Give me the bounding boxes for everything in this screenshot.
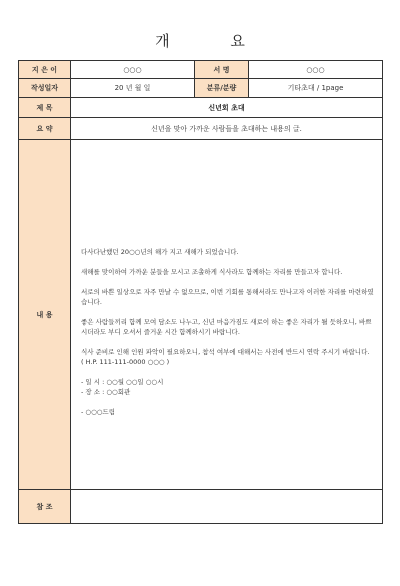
name-label: 서 명 (195, 61, 249, 79)
body-paragraph-5: 식사 준비로 인해 인원 파악이 필요하오니, 참석 여부에 대해서는 사전에 반드시 연락 주시기 바랍니다. (81, 348, 370, 356)
body-sign: - ○○○드림 (81, 408, 115, 416)
category-value[interactable]: 기타초대 / 1page (249, 79, 383, 98)
date-value[interactable]: 20 년 월 일 (71, 79, 195, 98)
summary-label: 요 약 (19, 118, 71, 140)
body-paragraph-4: 좋은 사람들끼리 함께 모여 담소도 나누고, 신년 마음가짐도 새로이 하는 좋은 자리가 될 듯하오니, 바쁘시더라도 부디 오셔서 즐거운 시간 함께하시기 바랍니다. (81, 318, 372, 336)
row-summary (19, 118, 383, 140)
body-when: - 일 시 : ○○월 ○○일 ○○시 (81, 378, 164, 386)
overview-form (18, 60, 383, 524)
row-reference (19, 490, 383, 524)
reference-value[interactable] (71, 490, 383, 524)
body-paragraph-3: 서로의 바쁜 일상으로 자주 만날 수 없으므로, 이번 기회를 통해서라도 만나고자 이러한 자리를 마련하였습니다. (81, 288, 374, 306)
body-where: - 장 소 : ○○회관 (81, 388, 131, 396)
content-body[interactable] (71, 140, 383, 490)
page-title: 개 요 (155, 32, 273, 50)
summary-value[interactable]: 신년을 맞아 가까운 사람들을 초대하는 내용의 글. (71, 118, 383, 140)
row-content (19, 140, 383, 490)
author-label: 지 은 이 (19, 61, 71, 79)
subject-label: 제 목 (19, 98, 71, 118)
body-paragraph-2: 새해를 맞이하여 가까운 분들을 모시고 조촐하게 식사라도 함께하는 자리를 만들고자 합니다. (81, 268, 343, 276)
content-label: 내 용 (19, 140, 71, 490)
row-subject (19, 98, 383, 118)
date-label: 작성일자 (19, 79, 71, 98)
body-contact: ( H.P. 111-111-0000 ○○○ ) (81, 358, 170, 366)
author-value[interactable]: ○○○ (71, 61, 195, 79)
category-label: 분류/분량 (195, 79, 249, 98)
row-author (19, 61, 383, 79)
body-paragraph-1: 다사다난했던 20○○년의 해가 지고 새해가 되었습니다. (81, 248, 239, 256)
row-date (19, 79, 383, 98)
name-value[interactable]: ○○○ (249, 61, 383, 79)
reference-label: 참 조 (19, 490, 71, 524)
subject-value[interactable]: 신년회 초대 (71, 98, 383, 118)
